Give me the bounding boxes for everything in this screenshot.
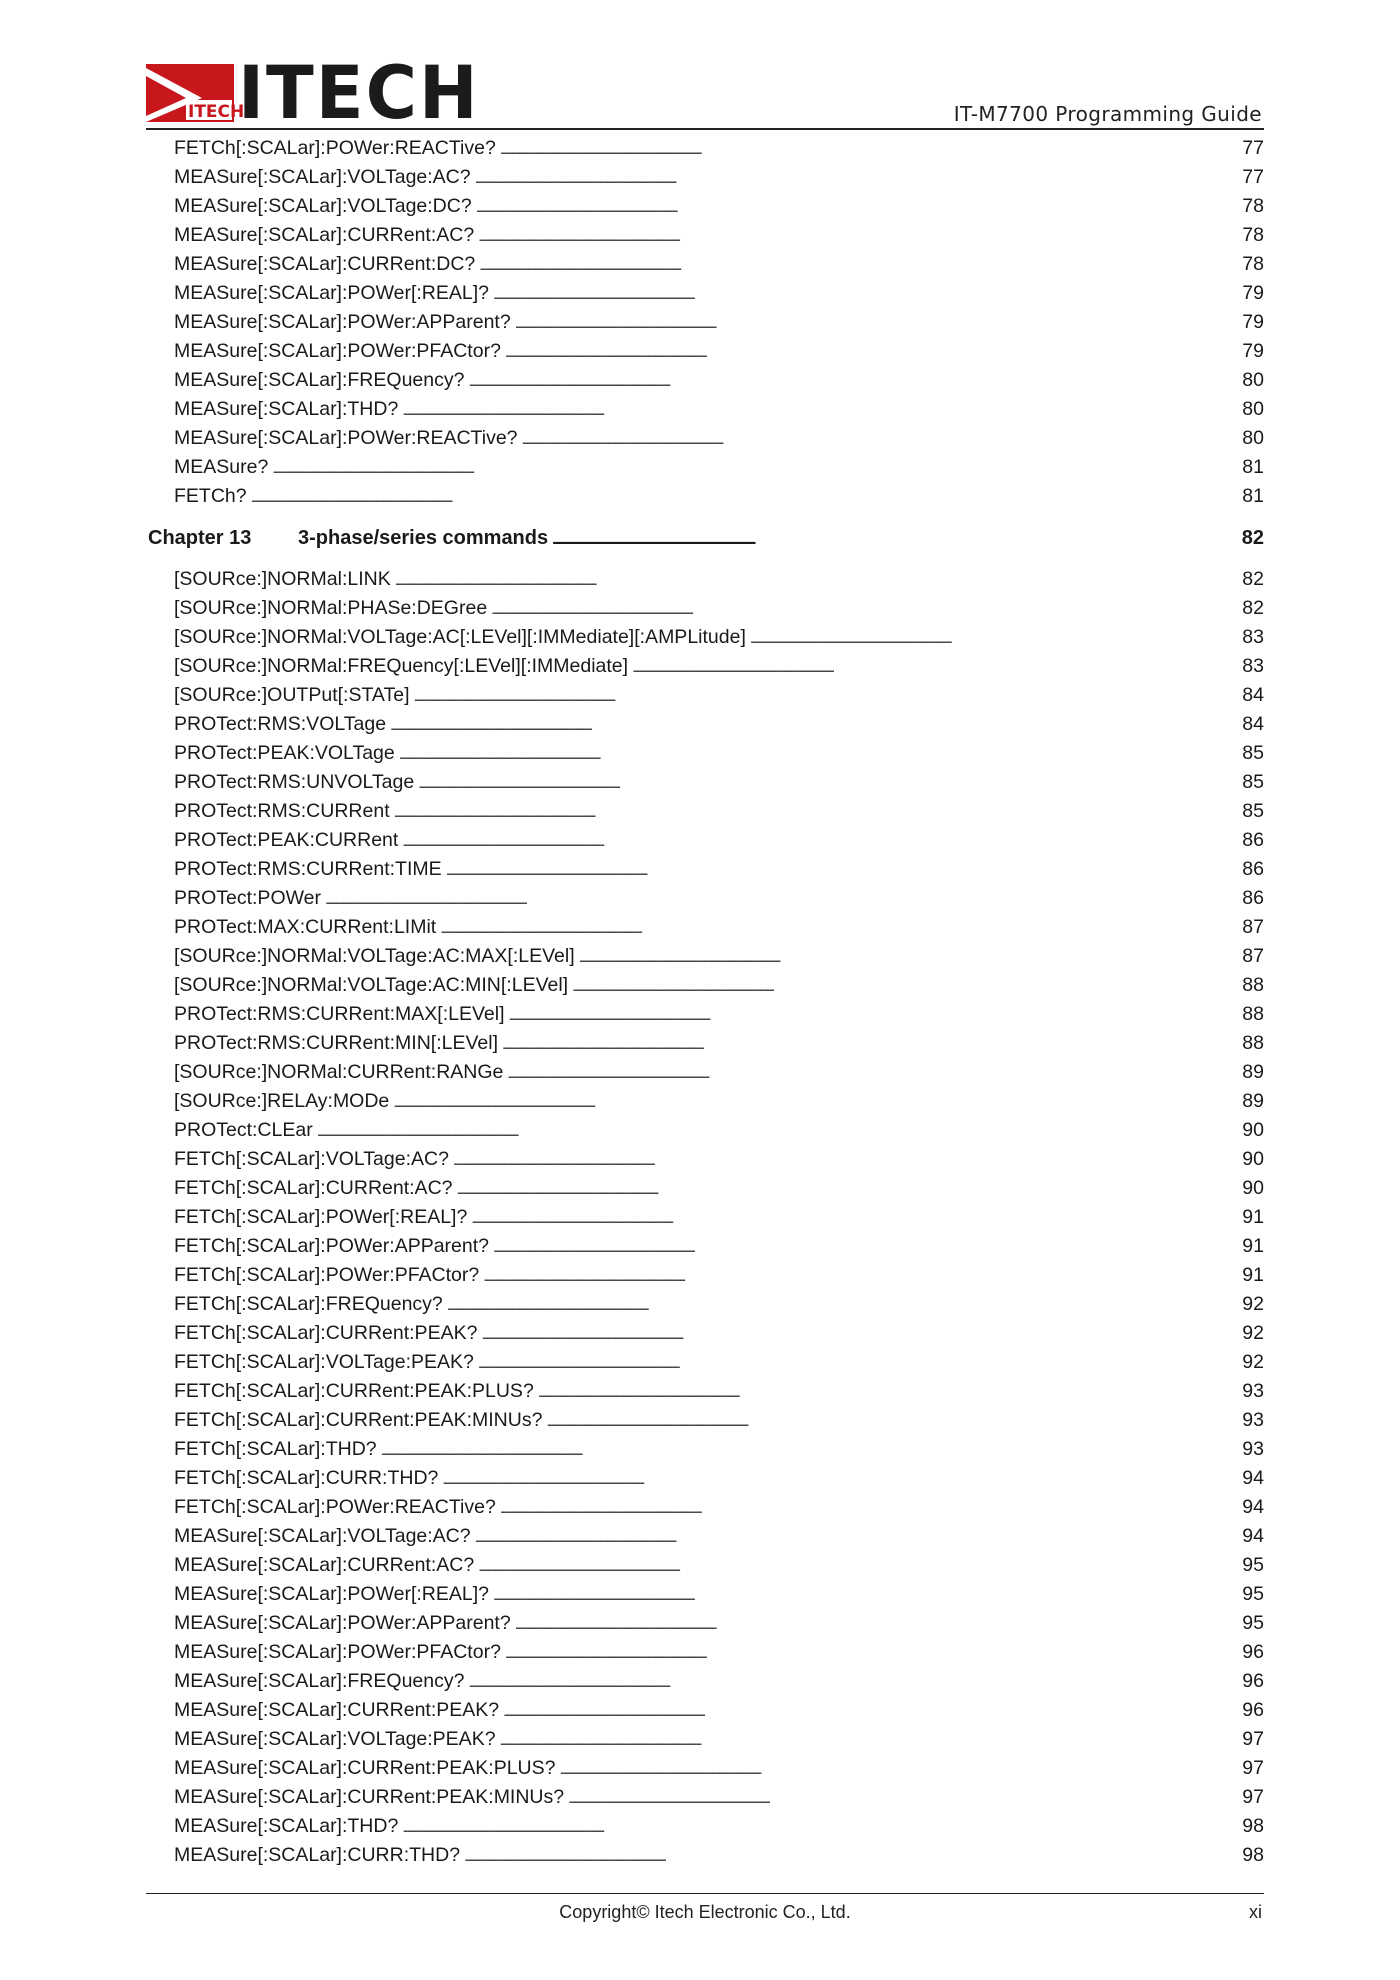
dot-leader — [500, 1493, 1240, 1522]
dot-leader — [500, 1725, 1241, 1754]
toc-entry[interactable] — [148, 855, 1264, 884]
toc-entry[interactable] — [148, 337, 1264, 366]
toc-entry[interactable] — [148, 250, 1264, 279]
dot-leader — [272, 453, 1240, 482]
toc-entry-label: MEASure[:SCALar]:POWer[:REAL]? — [174, 1583, 489, 1605]
toc-entry[interactable] — [148, 163, 1264, 192]
toc-entry-page: 91 — [1242, 1264, 1264, 1286]
toc-entry-page: 84 — [1242, 684, 1264, 706]
dot-leader — [471, 1203, 1240, 1232]
dot-leader — [402, 1812, 1240, 1841]
toc-entry[interactable] — [148, 826, 1264, 855]
dot-leader — [632, 652, 1240, 681]
toc-entry[interactable] — [148, 1203, 1264, 1232]
toc-entry-page: 89 — [1242, 1090, 1264, 1112]
toc-entry-label: MEASure[:SCALar]:CURRent:AC? — [174, 224, 475, 246]
toc-entry-label: [SOURce:]NORMal:CURRent:RANGe — [174, 1061, 504, 1083]
toc-entry[interactable] — [148, 279, 1264, 308]
page-header — [146, 49, 1264, 137]
toc-entry-page: 98 — [1242, 1815, 1264, 1837]
dot-leader — [559, 1754, 1240, 1783]
toc-entry-page: 79 — [1242, 282, 1264, 304]
dot-leader — [546, 1406, 1240, 1435]
itech-logo-mark-icon — [146, 64, 245, 122]
toc-entry-label: [SOURce:]NORMal:LINK — [174, 568, 391, 590]
toc-entry-label: MEASure[:SCALar]:POWer[:REAL]? — [174, 282, 489, 304]
dot-leader — [478, 1551, 1240, 1580]
toc-entry[interactable] — [148, 1580, 1264, 1609]
toc-entry-page: 93 — [1242, 1409, 1264, 1431]
dot-leader — [464, 1841, 1240, 1870]
toc-entry-page: 78 — [1242, 195, 1264, 217]
toc-entry-label: MEASure[:SCALar]:CURRent:PEAK? — [174, 1699, 500, 1721]
toc-entry-page: 79 — [1242, 311, 1264, 333]
toc-entry-label: FETCh[:SCALar]:CURRent:PEAK:MINUs? — [174, 1409, 543, 1431]
toc-entry[interactable] — [148, 594, 1264, 623]
chapter-page: 82 — [1241, 527, 1264, 549]
toc-entry-page: 83 — [1242, 655, 1264, 677]
dot-leader — [522, 424, 1241, 453]
toc-entry[interactable] — [148, 1522, 1264, 1551]
dot-leader — [476, 192, 1241, 221]
toc-entry[interactable] — [148, 652, 1264, 681]
toc-entry[interactable] — [148, 192, 1264, 221]
toc-entry[interactable] — [148, 453, 1264, 482]
toc-entry-label: MEASure[:SCALar]:VOLTage:PEAK? — [174, 1728, 496, 1750]
toc-entry[interactable] — [148, 884, 1264, 913]
toc-entry-label: [SOURce:]OUTPut[:STATe] — [174, 684, 410, 706]
toc-entry-page: 88 — [1242, 1003, 1264, 1025]
toc-entry-page: 94 — [1242, 1525, 1264, 1547]
toc-entry-label: PROTect:MAX:CURRent:LIMit — [174, 916, 437, 938]
toc-entry[interactable] — [148, 1000, 1264, 1029]
dot-leader — [468, 1667, 1240, 1696]
toc-entry[interactable] — [148, 1812, 1264, 1841]
dot-leader — [414, 681, 1241, 710]
toc-entry[interactable] — [148, 1261, 1264, 1290]
toc-section-after — [148, 565, 1264, 1870]
toc-entry-label: PROTect:RMS:CURRent:MAX[:LEVel] — [174, 1003, 505, 1025]
toc-entry-label: FETCh[:SCALar]:POWer:APParent? — [174, 1235, 489, 1257]
toc-entry-page: 85 — [1242, 800, 1264, 822]
toc-entry-label: [SOURce:]RELAy:MODe — [174, 1090, 390, 1112]
toc-entry-page: 95 — [1242, 1554, 1264, 1576]
toc-entry-label: FETCh[:SCALar]:CURRent:PEAK? — [174, 1322, 478, 1344]
toc-entry[interactable] — [148, 1377, 1264, 1406]
dot-leader — [568, 1783, 1240, 1812]
toc-chapter-heading[interactable] — [148, 524, 1264, 553]
chapter-title: 3-phase/series commands — [298, 527, 549, 549]
toc-entry[interactable] — [148, 1145, 1264, 1174]
toc-entry-page: 90 — [1242, 1177, 1264, 1199]
toc-entry[interactable] — [148, 482, 1264, 511]
table-of-contents — [148, 134, 1264, 1870]
toc-entry-label: FETCh? — [174, 485, 247, 507]
toc-entry[interactable] — [148, 797, 1264, 826]
dot-leader — [394, 797, 1241, 826]
dot-leader — [468, 366, 1240, 395]
dot-leader — [442, 1464, 1240, 1493]
chapter-number: Chapter 13 — [148, 527, 252, 549]
dot-leader — [750, 623, 1240, 652]
toc-entry-label: FETCh[:SCALar]:VOLTage:PEAK? — [174, 1351, 474, 1373]
toc-entry-label: MEASure[:SCALar]:FREQuency? — [174, 1670, 465, 1692]
toc-entry-label: MEASure[:SCALar]:THD? — [174, 1815, 399, 1837]
dot-leader — [505, 337, 1240, 366]
toc-entry-label: FETCh[:SCALar]:FREQuency? — [174, 1293, 443, 1315]
toc-entry-label: [SOURce:]NORMal:PHASe:DEGree — [174, 597, 488, 619]
toc-entry-page: 79 — [1242, 340, 1264, 362]
dot-leader — [399, 739, 1241, 768]
toc-entry-page: 77 — [1242, 166, 1264, 188]
toc-entry-label: PROTect:RMS:CURRent — [174, 800, 390, 822]
toc-entry-page: 85 — [1242, 742, 1264, 764]
dot-leader — [502, 1029, 1240, 1058]
toc-section-before — [148, 134, 1264, 511]
copyright-text: Copyright© Itech Electronic Co., Ltd. — [559, 1902, 851, 1922]
toc-entry[interactable] — [148, 1348, 1264, 1377]
toc-entry-page: 81 — [1242, 485, 1264, 507]
toc-entry[interactable] — [148, 366, 1264, 395]
dot-leader — [478, 221, 1240, 250]
toc-entry[interactable] — [148, 1464, 1264, 1493]
toc-entry-page: 90 — [1242, 1148, 1264, 1170]
toc-entry-label: PROTect:CLEar — [174, 1119, 313, 1141]
dot-leader — [538, 1377, 1241, 1406]
toc-entry-page: 86 — [1242, 887, 1264, 909]
toc-entry-page: 83 — [1242, 626, 1264, 648]
dot-leader — [475, 163, 1241, 192]
toc-entry-label: [SOURce:]NORMal:VOLTage:AC[:LEVel][:IMMediate][:AMPLitude] — [174, 626, 746, 648]
toc-entry-page: 87 — [1242, 916, 1264, 938]
itech-logo — [146, 49, 480, 137]
dot-leader — [503, 1696, 1240, 1725]
toc-entry[interactable] — [148, 681, 1264, 710]
toc-entry[interactable] — [148, 1754, 1264, 1783]
toc-entry[interactable] — [148, 1783, 1264, 1812]
dot-leader — [453, 1145, 1240, 1174]
toc-entry-label: MEASure[:SCALar]:CURR:THD? — [174, 1844, 461, 1866]
toc-entry-label: MEASure? — [174, 456, 269, 478]
toc-entry-page: 82 — [1242, 568, 1264, 590]
toc-entry-page: 92 — [1242, 1293, 1264, 1315]
toc-entry[interactable] — [148, 1435, 1264, 1464]
toc-entry-page: 92 — [1242, 1322, 1264, 1344]
dot-leader — [325, 884, 1240, 913]
toc-entry-page: 90 — [1242, 1119, 1264, 1141]
toc-entry[interactable] — [148, 1232, 1264, 1261]
toc-entry[interactable] — [148, 1319, 1264, 1348]
dot-leader — [579, 942, 1241, 971]
toc-entry-page: 86 — [1242, 829, 1264, 851]
toc-entry-label: FETCh[:SCALar]:CURR:THD? — [174, 1467, 439, 1489]
toc-entry-page: 92 — [1242, 1351, 1264, 1373]
toc-entry-label: MEASure[:SCALar]:VOLTage:AC? — [174, 1525, 471, 1547]
toc-entry-page: 95 — [1242, 1583, 1264, 1605]
dot-leader — [515, 1609, 1241, 1638]
toc-entry-label: PROTect:PEAK:VOLTage — [174, 742, 395, 764]
dot-leader — [500, 134, 1240, 163]
toc-entry-label: PROTect:RMS:CURRent:TIME — [174, 858, 442, 880]
toc-entry-label: PROTect:POWer — [174, 887, 322, 909]
dot-leader — [505, 1638, 1240, 1667]
toc-entry-page: 97 — [1242, 1757, 1264, 1779]
dot-leader — [446, 855, 1241, 884]
dot-leader — [483, 1261, 1240, 1290]
toc-entry[interactable] — [148, 768, 1264, 797]
toc-entry-label: FETCh[:SCALar]:CURRent:PEAK:PLUS? — [174, 1380, 534, 1402]
toc-entry-page: 96 — [1242, 1699, 1264, 1721]
toc-entry-label: MEASure[:SCALar]:POWer:APParent? — [174, 1612, 511, 1634]
toc-entry-label: [SOURce:]NORMal:VOLTage:AC:MAX[:LEVel] — [174, 945, 575, 967]
toc-entry-label: PROTect:RMS:VOLTage — [174, 713, 387, 735]
toc-entry-page: 88 — [1242, 974, 1264, 996]
toc-entry-label: MEASure[:SCALar]:THD? — [174, 398, 399, 420]
dot-leader — [493, 279, 1240, 308]
document-title: IT-M7700 Programming Guide — [953, 102, 1262, 126]
toc-entry-label: [SOURce:]NORMal:FREQuency[:LEVel][:IMMediate] — [174, 655, 629, 677]
logo-wordmark: ITECH — [238, 49, 480, 137]
toc-entry[interactable] — [148, 942, 1264, 971]
toc-entry-label: FETCh[:SCALar]:VOLTage:AC? — [174, 1148, 449, 1170]
toc-entry[interactable] — [148, 710, 1264, 739]
toc-entry-page: 98 — [1242, 1844, 1264, 1866]
toc-entry[interactable] — [148, 913, 1264, 942]
toc-entry[interactable] — [148, 221, 1264, 250]
dot-leader — [509, 1000, 1241, 1029]
dot-leader — [493, 1232, 1240, 1261]
toc-entry-label: MEASure[:SCALar]:POWer:REACTive? — [174, 427, 518, 449]
toc-entry-label: FETCh[:SCALar]:POWer:REACTive? — [174, 1496, 496, 1518]
toc-entry-page: 94 — [1242, 1467, 1264, 1489]
toc-entry-label: FETCh[:SCALar]:POWer:PFACtor? — [174, 1264, 480, 1286]
toc-entry-page: 94 — [1242, 1496, 1264, 1518]
toc-entry-label: FETCh[:SCALar]:POWer[:REAL]? — [174, 1206, 468, 1228]
toc-entry[interactable] — [148, 971, 1264, 1000]
toc-entry[interactable] — [148, 1551, 1264, 1580]
logo-badge-text: ITECH — [188, 102, 245, 122]
dot-leader — [381, 1435, 1241, 1464]
toc-entry-label: FETCh[:SCALar]:THD? — [174, 1438, 377, 1460]
toc-entry[interactable] — [148, 1841, 1264, 1870]
toc-entry[interactable] — [148, 739, 1264, 768]
toc-entry-label: MEASure[:SCALar]:CURRent:DC? — [174, 253, 476, 275]
toc-entry-page: 91 — [1242, 1206, 1264, 1228]
dot-leader — [572, 971, 1240, 1000]
toc-entry-label: FETCh[:SCALar]:CURRent:AC? — [174, 1177, 453, 1199]
toc-entry-page: 87 — [1242, 945, 1264, 967]
toc-entry-label: PROTect:RMS:CURRent:MIN[:LEVel] — [174, 1032, 498, 1054]
toc-entry-label: MEASure[:SCALar]:POWer:PFACtor? — [174, 340, 501, 362]
toc-entry-label: [SOURce:]NORMal:VOLTage:AC:MIN[:LEVel] — [174, 974, 569, 996]
toc-entry-page: 91 — [1242, 1235, 1264, 1257]
toc-entry[interactable] — [148, 623, 1264, 652]
toc-entry[interactable] — [148, 1667, 1264, 1696]
page-number: xi — [1249, 1902, 1262, 1922]
toc-entry[interactable] — [148, 1493, 1264, 1522]
dot-leader — [481, 1319, 1240, 1348]
toc-entry-label: MEASure[:SCALar]:POWer:PFACtor? — [174, 1641, 501, 1663]
toc-entry[interactable] — [148, 565, 1264, 594]
toc-entry-label: MEASure[:SCALar]:CURRent:AC? — [174, 1554, 475, 1576]
dot-leader — [390, 710, 1240, 739]
toc-entry[interactable] — [148, 1290, 1264, 1319]
toc-entry-page: 78 — [1242, 224, 1264, 246]
toc-entry[interactable] — [148, 1174, 1264, 1203]
toc-entry-page: 80 — [1242, 369, 1264, 391]
toc-entry-page: 97 — [1242, 1786, 1264, 1808]
dot-leader — [440, 913, 1240, 942]
dot-leader — [478, 1348, 1240, 1377]
toc-entry-page: 95 — [1242, 1612, 1264, 1634]
toc-entry-page: 86 — [1242, 858, 1264, 880]
toc-entry-page: 93 — [1242, 1380, 1264, 1402]
toc-entry[interactable] — [148, 395, 1264, 424]
dot-leader — [317, 1116, 1241, 1145]
toc-entry-label: FETCh[:SCALar]:POWer:REACTive? — [174, 137, 496, 159]
toc-entry-label: MEASure[:SCALar]:CURRent:PEAK:PLUS? — [174, 1757, 556, 1779]
toc-entry-page: 96 — [1242, 1641, 1264, 1663]
dot-leader — [552, 524, 1240, 553]
toc-entry[interactable] — [148, 1609, 1264, 1638]
dot-leader — [447, 1290, 1241, 1319]
toc-entry-page: 82 — [1242, 597, 1264, 619]
dot-leader — [493, 1580, 1240, 1609]
toc-entry-page: 96 — [1242, 1670, 1264, 1692]
toc-entry-page: 93 — [1242, 1438, 1264, 1460]
toc-entry-label: MEASure[:SCALar]:VOLTage:DC? — [174, 195, 472, 217]
toc-entry[interactable] — [148, 308, 1264, 337]
toc-entry-page: 81 — [1242, 456, 1264, 478]
toc-entry[interactable] — [148, 1029, 1264, 1058]
dot-leader — [418, 768, 1240, 797]
toc-entry-label: MEASure[:SCALar]:POWer:APParent? — [174, 311, 511, 333]
toc-entry-page: 77 — [1242, 137, 1264, 159]
toc-entry-label: MEASure[:SCALar]:CURRent:PEAK:MINUs? — [174, 1786, 565, 1808]
toc-entry-page: 89 — [1242, 1061, 1264, 1083]
dot-leader — [393, 1087, 1240, 1116]
dot-leader — [457, 1174, 1241, 1203]
toc-entry[interactable] — [148, 1638, 1264, 1667]
dot-leader — [395, 565, 1241, 594]
dot-leader — [491, 594, 1240, 623]
dot-leader — [251, 482, 1241, 511]
toc-entry[interactable] — [148, 1058, 1264, 1087]
dot-leader — [507, 1058, 1240, 1087]
page-footer — [146, 1893, 1264, 1934]
toc-entry-page: 85 — [1242, 771, 1264, 793]
toc-entry-page: 80 — [1242, 398, 1264, 420]
toc-entry-label: PROTect:RMS:UNVOLTage — [174, 771, 415, 793]
toc-entry-page: 84 — [1242, 713, 1264, 735]
toc-entry[interactable] — [148, 1696, 1264, 1725]
dot-leader — [479, 250, 1240, 279]
toc-entry-page: 80 — [1242, 427, 1264, 449]
toc-entry-page: 88 — [1242, 1032, 1264, 1054]
toc-entry[interactable] — [148, 1116, 1264, 1145]
dot-leader — [402, 826, 1240, 855]
dot-leader — [402, 395, 1240, 424]
toc-entry[interactable] — [148, 1087, 1264, 1116]
toc-entry-label: MEASure[:SCALar]:FREQuency? — [174, 369, 465, 391]
dot-leader — [515, 308, 1241, 337]
toc-entry-page: 97 — [1242, 1728, 1264, 1750]
toc-entry[interactable] — [148, 424, 1264, 453]
toc-entry[interactable] — [148, 134, 1264, 163]
dot-leader — [475, 1522, 1241, 1551]
toc-entry[interactable] — [148, 1406, 1264, 1435]
toc-entry-page: 78 — [1242, 253, 1264, 275]
toc-entry-label: PROTect:PEAK:CURRent — [174, 829, 399, 851]
toc-entry-label: MEASure[:SCALar]:VOLTage:AC? — [174, 166, 471, 188]
toc-entry[interactable] — [148, 1725, 1264, 1754]
